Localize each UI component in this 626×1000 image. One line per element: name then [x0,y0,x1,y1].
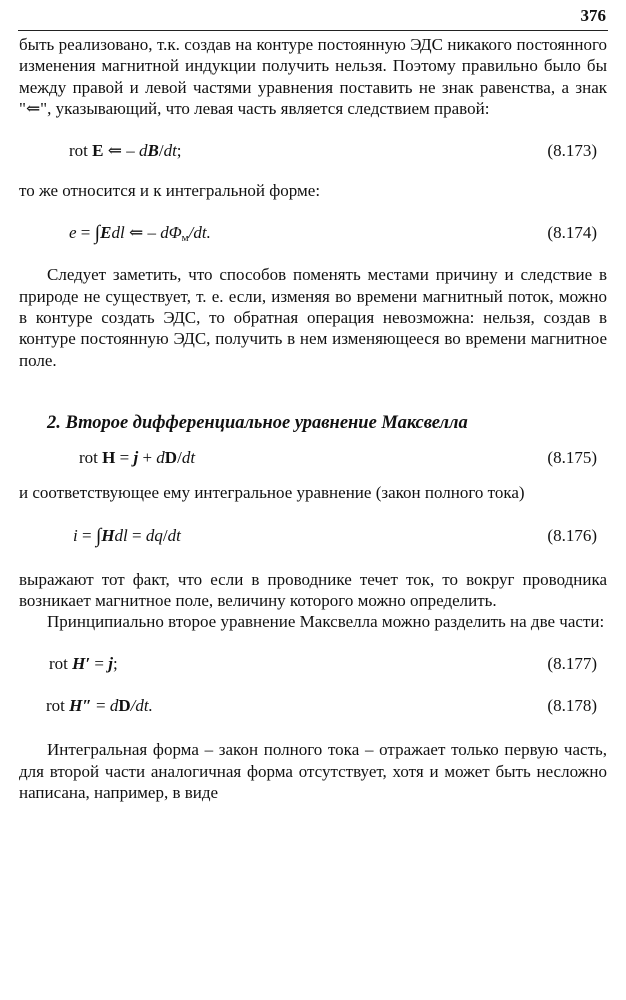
equation-8-176 [19,525,607,547]
paragraph-5: выражают тот факт, что если в проводнике течет ток, то вокруг проводника возникает магнитное поле, величину которого можно определить. [19,569,607,610]
equation-expression: rot H′ = j; [49,654,118,674]
paragraph-1: быть реализовано, т.к. создав на контуре постоянную ЭДС никакого постоянного изменения магнитной индукции получить нельзя. Поэтому правильно было бы между правой и левой частями уравнения поставить не знак равенства, а знак "⇐", указывающий, что левая часть является следствием правой: [19,35,607,118]
section-heading: 2. Второе дифференциальное уравнение Максвелла [47,412,468,433]
equation-expression: rot H″ = dD/dt. [46,696,153,716]
paragraph-3: Следует заметить, что способов поменять местами причину и следствие в природе не существует, т. е. если, изменяя во времени магнитный поток, можно в контуре создать ЭДС, то обратная операция невозможна: нельзя, создав в контуре постоянную ЭДС, получить в нем изменяющееся во времени магнитное поле. [19,265,607,370]
paragraph-6: Принципиально второе уравнение Максвелла можно разделить на две части: [47,612,605,632]
equation-8-177 [19,653,607,675]
header-rule [18,30,608,31]
equation-number: (8.178) [547,696,597,716]
equation-expression: rot H = j + dD/dt [79,448,196,468]
paragraph-2: то же относится и к интегральной форме: [19,181,321,201]
equation-8-175 [19,447,607,469]
page-content [19,34,607,803]
equation-expression: rot E ⇐ – dB/dt; [69,141,182,161]
integral-sign: ∫ [95,524,102,547]
integral-sign: ∫ [94,222,101,245]
equation-number: (8.176) [547,525,597,545]
equation-number: (8.173) [547,141,597,161]
equation-8-174 [19,222,607,244]
equation-8-178 [19,695,607,717]
paragraph-4: и соответствующее ему интегральное уравнение (закон полного тока) [19,483,525,503]
equation-expression: e = ∫Edl ⇐ – $d\Phi_м/dt$. [69,222,211,245]
paragraph-7: Интегральная форма – закон полного тока – отражает только первую часть, для второй части аналогичная форма отсутствует, хотя и может быть несложно написана, например, в виде [19,740,607,803]
equation-number: (8.177) [547,654,597,674]
equation-number: (8.175) [547,448,597,468]
equation-expression: i = ∫Hdl = dq/dt [73,524,181,547]
equation-number: (8.174) [547,223,597,243]
equation-8-173 [19,140,607,162]
page-number: 376 [580,6,606,25]
